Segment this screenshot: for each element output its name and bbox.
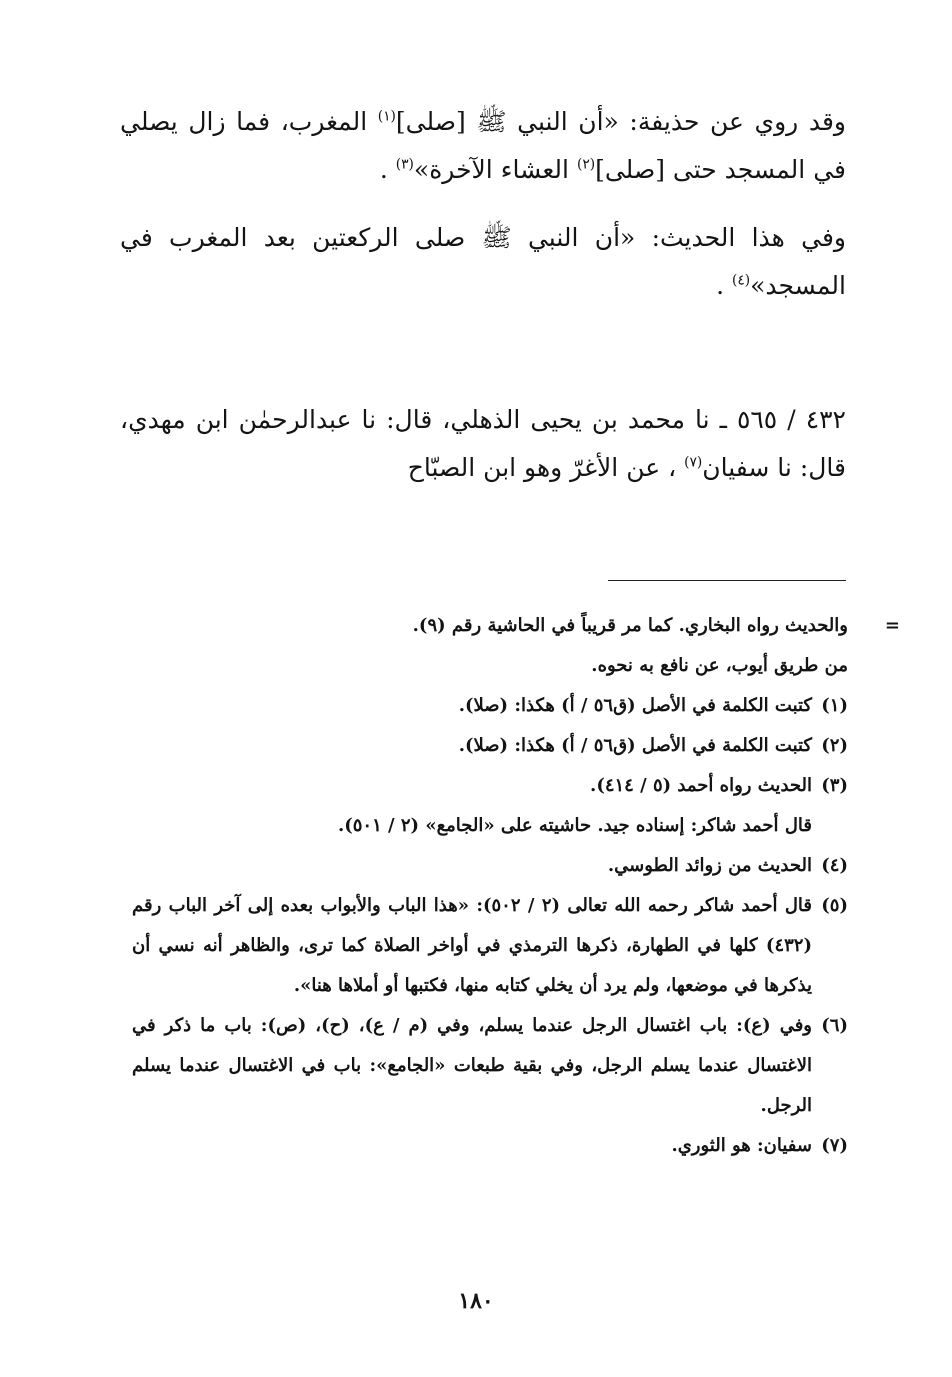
footnote-number: (٧) xyxy=(821,1135,848,1156)
footnote-text: من طريق أيوب، عن نافع به نحوه. xyxy=(591,655,848,676)
paragraph-text: وقد روي عن حذيفة: «أن النبي ﷺ [صلى] xyxy=(395,107,846,136)
footnote-ref-4: (٤) xyxy=(731,272,751,289)
footnote-text: قال أحمد شاكر: إسناده جيد. حاشيته على «الجامع» (٢ / ٥٠١). xyxy=(337,815,812,836)
footnote-number: (١) xyxy=(821,695,848,716)
footnote-ref-1: (١) xyxy=(377,108,396,125)
paragraph-text: العشاء الآخرة» xyxy=(413,155,577,184)
footnote-continuation xyxy=(132,606,900,646)
hadith-text: ، عن الأغرّ وهو ابن الصبّاح xyxy=(407,453,685,482)
chapter-heading xyxy=(120,324,846,386)
main-text xyxy=(120,98,846,492)
footnote-3 xyxy=(132,766,848,806)
footnote-text: وفي (ع): باب اغتسال الرجل عندما يسلم، وفي (م / ع)، (ح)، (ص): باب ما ذكر في الاغتسال عندما يسلم الرجل، وفي بقية طبعات «الجامع»: باب في الاغتسال عندما يسلم الرجل. xyxy=(132,1015,812,1116)
footnote-3-continuation xyxy=(132,806,848,846)
footnote-4 xyxy=(132,846,848,886)
footnote-text: سفيان: هو الثوري. xyxy=(671,1135,812,1156)
footnote-ref-2: (٢) xyxy=(576,156,596,173)
footnote-1 xyxy=(132,686,848,726)
paragraph-text: . xyxy=(716,271,732,300)
footnote-separator xyxy=(608,580,846,581)
footnote-number: (٦) xyxy=(821,1015,848,1036)
paragraph-text: وفي هذا الحديث: «أن النبي ﷺ صلى الركعتين بعد المغرب في المسجد» xyxy=(120,223,846,300)
hadith-paragraph xyxy=(120,396,846,492)
footnote-number: (٤) xyxy=(821,855,848,876)
footnote-continuation xyxy=(132,646,848,686)
continuation-mark: = xyxy=(884,615,900,636)
footnote-text: الحديث رواه أحمد (٥ / ٤١٤). xyxy=(590,775,812,796)
footnote-text: قال أحمد شاكر رحمه الله تعالى (٢ / ٥٠٢): «هذا الباب والأبواب بعده إلى آخر الباب رقم (٤٣٢) كلها في الطهارة، ذكرها الترمذي في أواخر الصلاة كما ترى، والظاهر أنه نسي أن يذكرها في موضعها، ولم يرد أن يخلي كتابه منها، فكتبها أو أملاها هنا». xyxy=(132,895,813,996)
footnote-text: كتبت الكلمة في الأصل (ق٥٦ / أ) هكذا: (صلا). xyxy=(458,735,812,756)
footnote-number: (٥) xyxy=(821,895,848,916)
paragraph-text: . xyxy=(379,155,396,184)
footnote-number: (٢) xyxy=(821,735,848,756)
footnote-2 xyxy=(132,726,848,766)
footnotes xyxy=(132,606,900,1166)
footnote-7 xyxy=(132,1126,848,1166)
footnote-text: كتبت الكلمة في الأصل (ق٥٦ / أ) هكذا: (صلا). xyxy=(458,695,812,716)
paragraph-hudhayfa xyxy=(120,98,846,194)
footnote-5 xyxy=(132,886,848,1006)
footnote-ref-7: (٧) xyxy=(684,454,703,471)
hadith-text: ٤٣٢ / ٥٦٥ ـ نا محمد بن يحيى الذهلي، قال: نا عبدالرحمٰن ابن مهدي، قال: نا سفيان xyxy=(120,405,846,482)
footnote-ref-3: (٣) xyxy=(395,156,414,173)
footnote-text: الحديث من زوائد الطوسي. xyxy=(607,855,812,876)
footnote-number: (٣) xyxy=(821,775,848,796)
footnote-6 xyxy=(132,1006,848,1126)
paragraph-rakatayn xyxy=(120,214,846,310)
footnote-text: والحديث رواه البخاري. كما مر قريباً في الحاشية رقم (٩). xyxy=(412,615,848,636)
paragraph-text: المغرب، فما زال يصلي في المسجد حتى [صلى] xyxy=(120,107,846,184)
page-number: ١٨٠ xyxy=(458,1288,494,1314)
